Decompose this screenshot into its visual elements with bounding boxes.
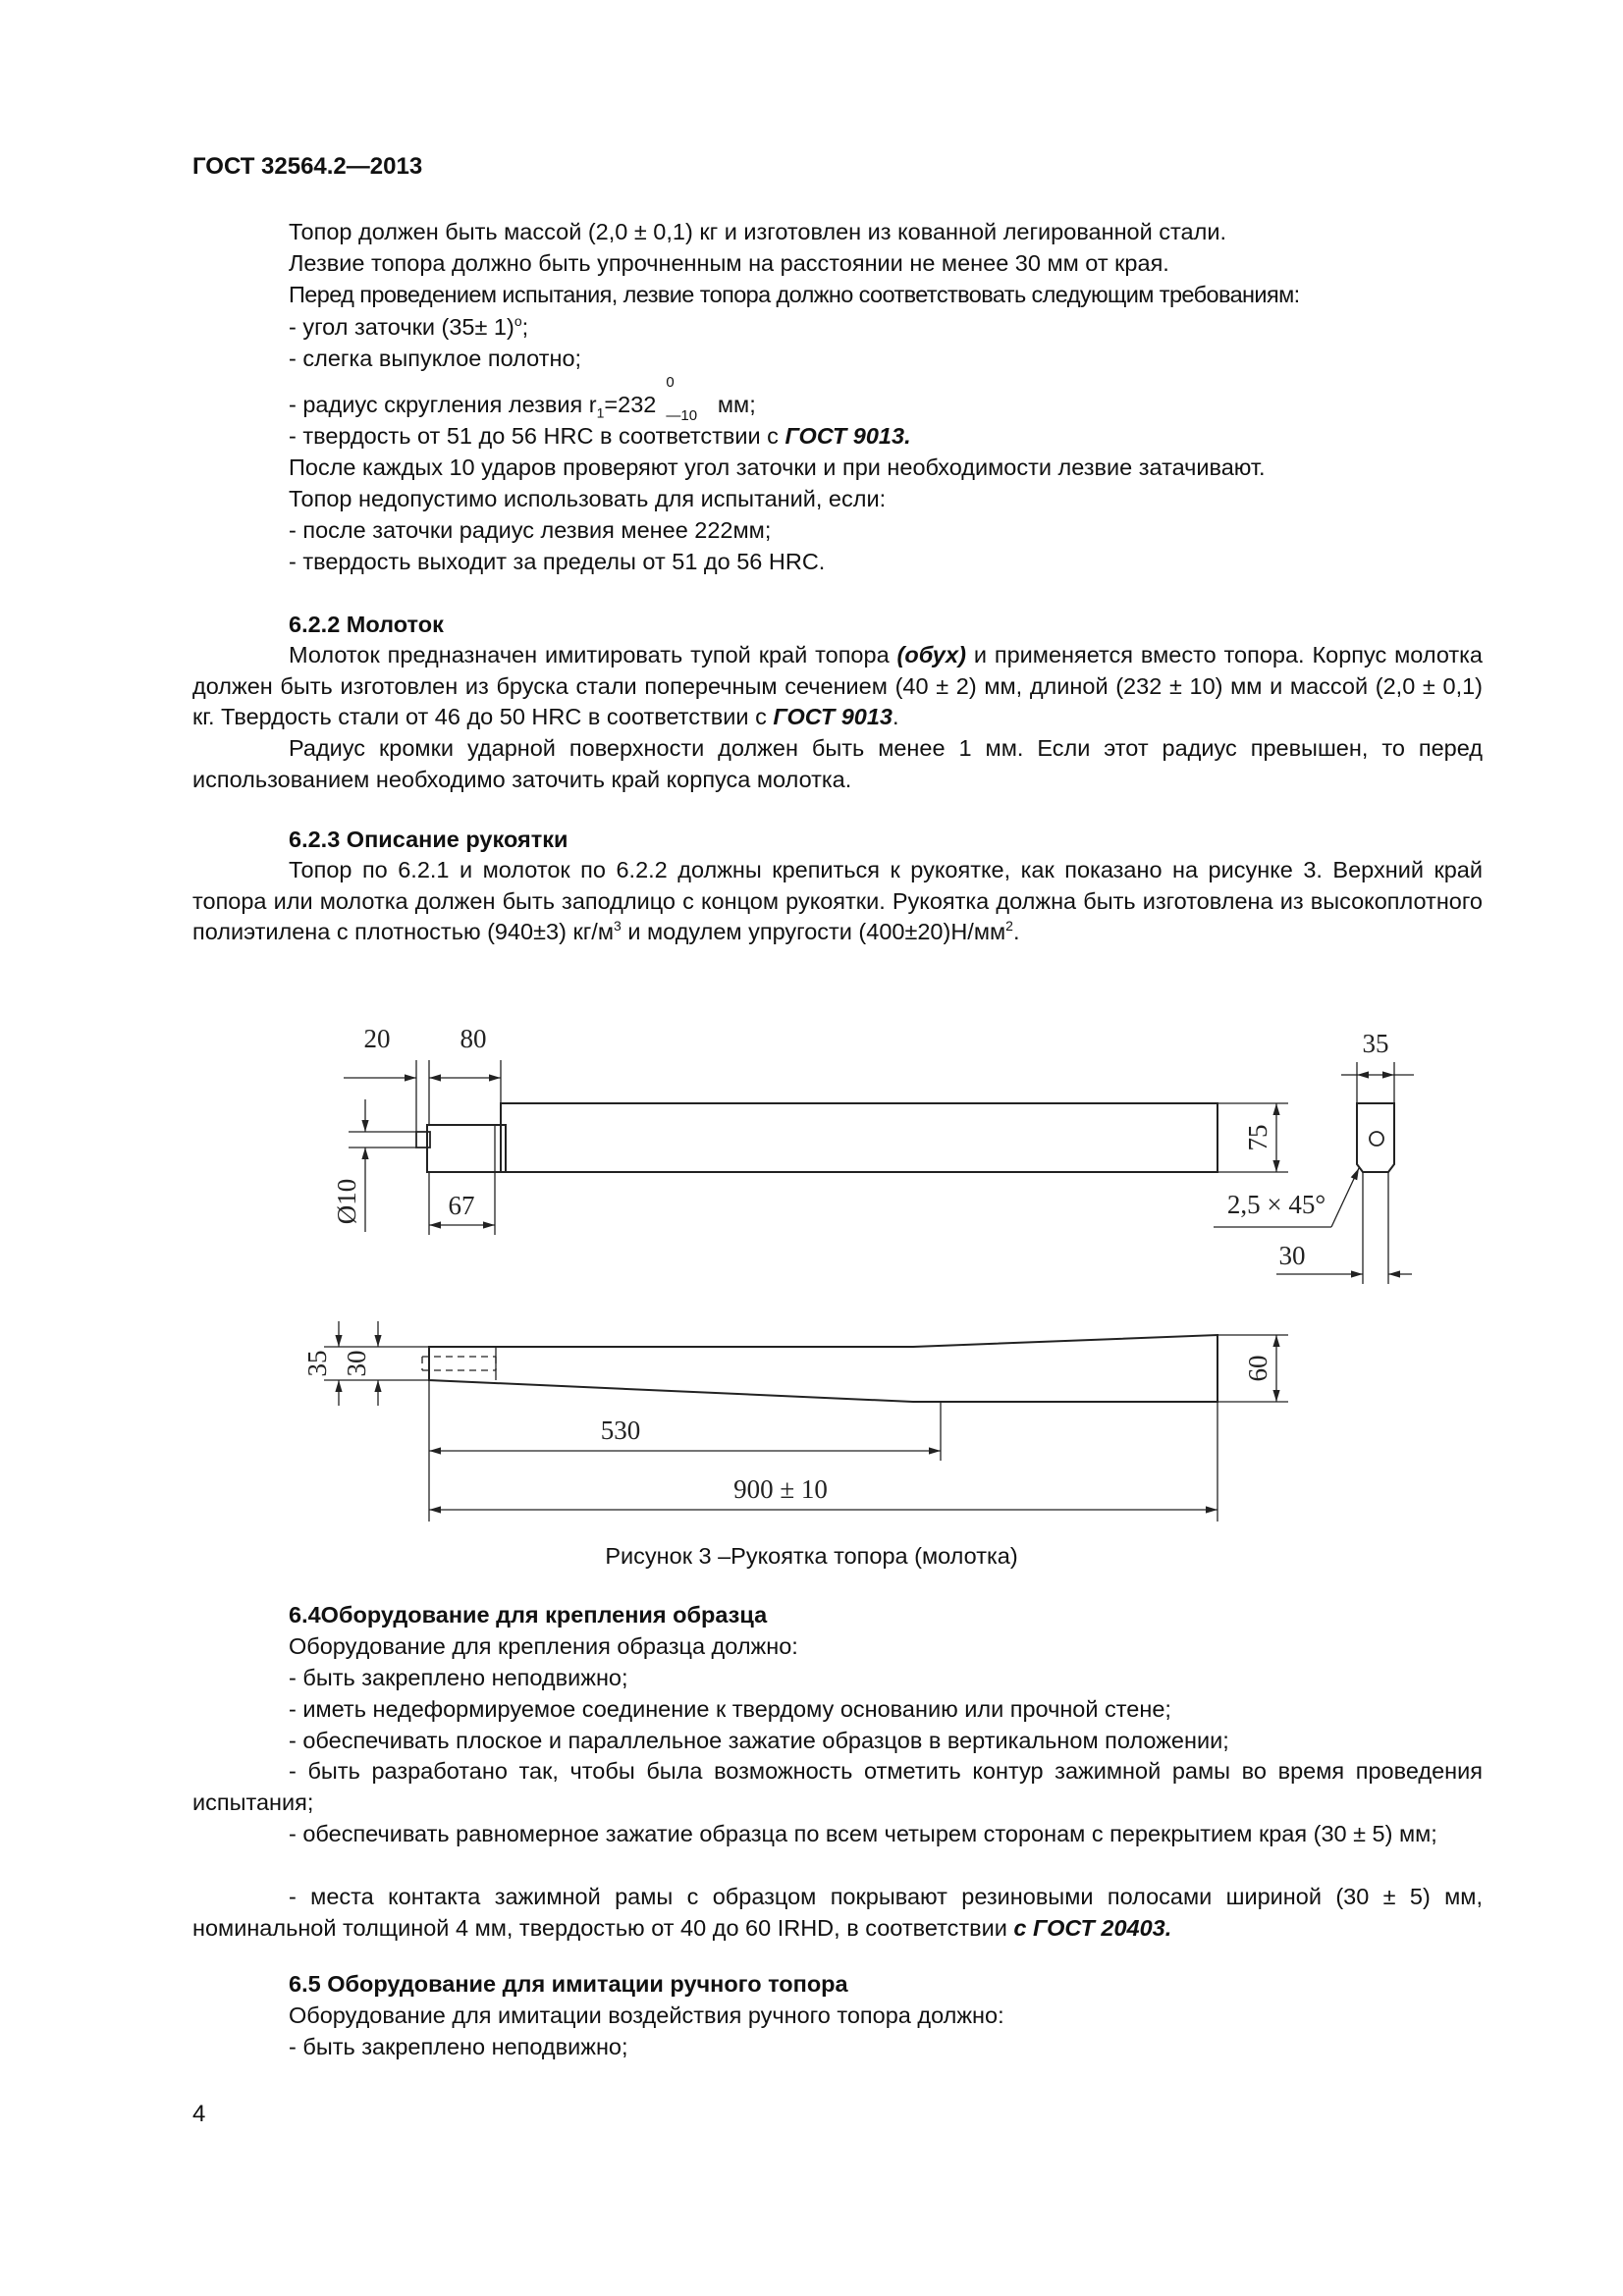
butt-term: (обух) [896, 642, 966, 667]
dim-67: 67 [448, 1191, 475, 1220]
section-6-5-item-1: - быть закреплено неподвижно; [289, 2034, 628, 2059]
item-4-text: - быть разработано так, чтобы была возможность отметить контур зажимной рамы во время проведения испытания; [192, 1758, 1483, 1815]
section-6-4-intro: Оборудование для крепления образца должно: [289, 1633, 798, 1659]
handle-end-view [1357, 1103, 1394, 1172]
dim-30-side: 30 [342, 1350, 371, 1377]
tolerance-upper: 0 [666, 374, 675, 391]
dim-20: 20 [363, 1024, 391, 1053]
axe-hardness-line [289, 421, 911, 451]
axe-mass-line: Топор должен быть массой (2,0 ± 0,1) кг и изготовлен из кованной легированной стали. [289, 219, 1226, 244]
handle-top-body [501, 1103, 1217, 1172]
axe-radius-unit: мм; [711, 392, 756, 417]
handle-drawing [0, 1021, 1623, 1551]
axe-blade-line: Лезвие топора должно быть упрочненным на расстоянии не менее 30 мм от края. [289, 250, 1169, 276]
document-header: ГОСТ 32564.2—2013 [192, 153, 423, 180]
handle-top-stub [427, 1125, 506, 1172]
modulus-sup: 2 [1005, 918, 1013, 934]
radius-sub: 1 [596, 404, 605, 421]
section-6-4-item-5 [192, 1819, 1483, 1850]
item-5-text: - обеспечивать равномерное зажатие образца по всем четырем сторонам с перекрытием края (30 ± 5) мм; [289, 1821, 1437, 1846]
section-6-2-2-paragraph-1 [192, 640, 1483, 733]
dim-80: 80 [460, 1024, 487, 1053]
gost-20403-ref: с ГОСТ 20403. [1013, 1914, 1172, 1941]
section-6-2-3-title: 6.2.3 Описание рукоятки [289, 827, 568, 852]
section-6-5-title: 6.5 Оборудование для имитации ручного топора [289, 1971, 848, 1997]
axe-invalid-line: Топор недопустимо использовать для испытаний, если: [289, 486, 887, 511]
tolerance-lower: —10 [666, 407, 698, 424]
axe-angle-end: ; [521, 314, 529, 340]
axe-radius-value: =232 [604, 392, 657, 417]
dim-530: 530 [600, 1415, 641, 1445]
axe-sharpen-line: После каждых 10 ударов проверяют угол заточки и при необходимости лезвие затачивают. [289, 454, 1266, 480]
section-6-4-item-1: - быть закреплено неподвижно; [289, 1665, 628, 1690]
section-6-4-item-2: - иметь недеформируемое соединение к твердому основанию или прочной стене; [289, 1696, 1171, 1722]
axe-radius-line [289, 374, 756, 424]
axe-angle-text: - угол заточки (35± 1) [289, 314, 514, 340]
dim-900: 900 ± 10 [733, 1474, 828, 1504]
axe-convex-line: - слегка выпуклое полотно; [289, 346, 582, 371]
axe-radius-text: - радиус скругления лезвия r [289, 392, 597, 417]
degree-sup: o [514, 313, 522, 330]
hammer-text-end: . [893, 704, 899, 729]
dim-30-end: 30 [1278, 1241, 1306, 1270]
axe-invalid-hardness-line: - твердость выходит за пределы от 51 до 56 HRC. [289, 549, 826, 574]
section-6-5-intro: Оборудование для имитации воздействия ручного топора должно: [289, 2002, 1004, 2028]
handle-text-a: Топор по 6.2.1 и молоток по 6.2.2 должны крепиться к рукоятке, как показано на рисунке 3. Верхний край топора или молотка должен быть заподлицо с концом рукоятки. Рукоятка должна быть изготовлена из высокоплотного полиэтилена с плотностью (940±3) кг/м [192, 857, 1483, 944]
hammer-text-start: Молоток предназначен имитировать тупой край топора [289, 642, 897, 667]
section-6-4-item-3: - обеспечивать плоское и параллельное зажатие образцов в вертикальном положении; [289, 1728, 1229, 1753]
section-6-4-item-6 [192, 1882, 1483, 1944]
dim-chamfer: 2,5 × 45° [1226, 1190, 1326, 1219]
end-view-hole [1370, 1132, 1383, 1146]
density-sup: 3 [614, 918, 622, 934]
gost-9013-ref: ГОСТ 9013. [784, 423, 911, 449]
item-6-text: - места контакта зажимной рамы с образцом покрывают резиновыми полосами шириной (30 ± 5) мм, номинальной толщиной 4 мм, твердостью от 40 до 60 IRHD, в соответствии [192, 1884, 1483, 1941]
page-number: 4 [192, 2101, 206, 2127]
axe-invalid-radius-line: - после заточки радиус лезвия менее 222мм; [289, 517, 772, 543]
hammer-text-body: и применяется вместо топора. Корпус молотка должен быть изготовлен из бруска стали поперечным сечением (40 ± 2) мм, длиной (232 ± 10) мм и массой (2,0 ± 0,1) кг. Твердость стали от 46 до 50 HRC в соответствии с [192, 642, 1484, 729]
axe-angle-line [289, 312, 528, 342]
figure-caption: Рисунок 3 –Рукоятка топора (молотка) [605, 1543, 1018, 1569]
handle-text-c: . [1012, 919, 1020, 944]
handle-text-b: и модулем упругости (400±20)Н/мм [621, 919, 1006, 944]
section-6-2-3-paragraph [192, 855, 1483, 948]
radius-tolerance [656, 374, 711, 424]
axe-hardness-text: - твердость от 51 до 56 HRC в соответствии с [289, 423, 785, 449]
dim-35-side: 35 [302, 1350, 332, 1377]
section-6-4-item-4 [192, 1756, 1483, 1818]
section-6-2-2-paragraph-2 [192, 733, 1483, 795]
section-6-4-title: 6.4Оборудование для крепления образца [289, 1602, 768, 1628]
dim-60: 60 [1243, 1355, 1272, 1382]
axe-requirements-line: Перед проведением испытания, лезвие топора должно соответствовать следующим требованиям: [289, 282, 1300, 307]
dim-35-end: 35 [1362, 1029, 1389, 1058]
edge-radius-text: Радиус кромки ударной поверхности должен быть менее 1 мм. Если этот радиус превышен, то перед использованием необходимо заточить край корпуса молотка. [192, 735, 1483, 792]
dim-diameter-10: Ø10 [332, 1178, 361, 1225]
dim-75: 75 [1243, 1124, 1272, 1151]
section-6-2-2-title: 6.2.2 Молоток [289, 612, 444, 637]
gost-9013-ref-2: ГОСТ 9013 [773, 704, 893, 729]
handle-side-body [429, 1335, 1217, 1402]
